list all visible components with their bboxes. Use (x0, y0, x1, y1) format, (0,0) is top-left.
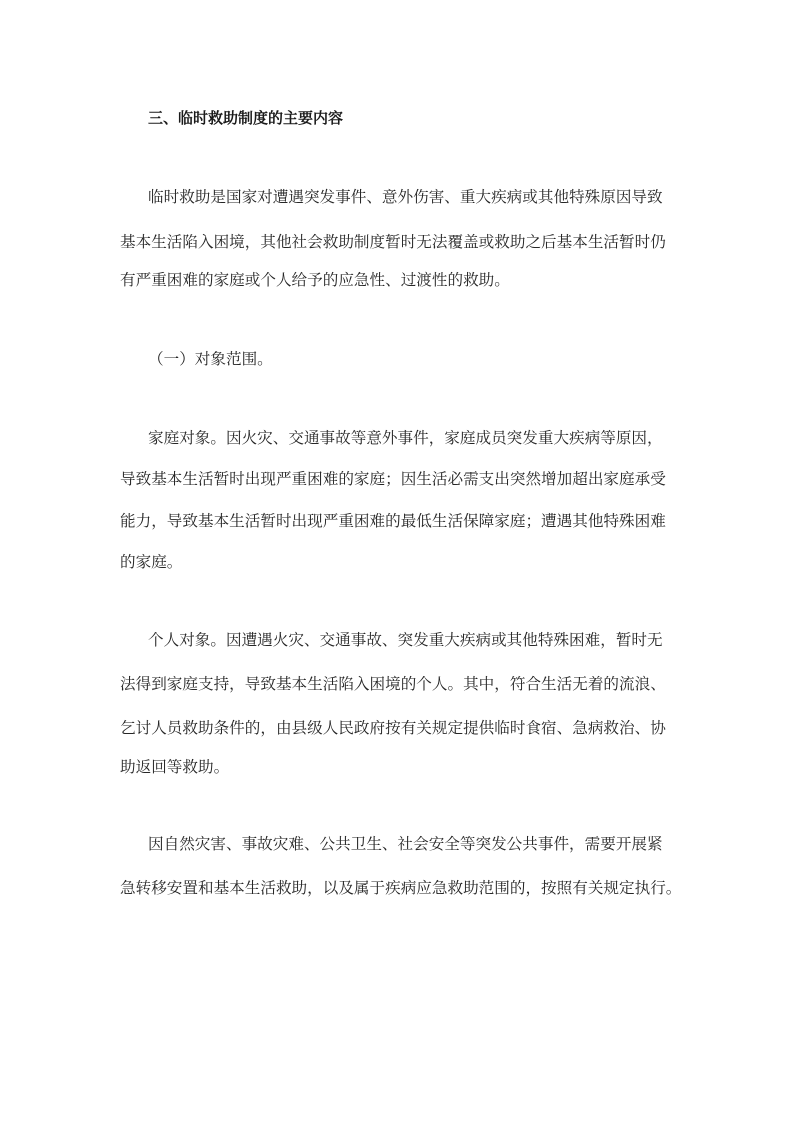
paragraph-line: 有严重困难的家庭或个人给予的应急性、过渡性的救助。 (120, 271, 510, 289)
paragraph-line: 导致基本生活暂时出现严重困难的家庭；因生活必需支出突然增加超出家庭承受 (120, 470, 666, 488)
paragraph-line: 个人对象。因遭遇火灾、交通事故、突发重大疾病或其他特殊困难，暂时无 (148, 631, 663, 649)
paragraph-line: 因自然灾害、事故灾难、公共卫生、社会安全等突发公共事件，需要开展紧 (148, 835, 663, 853)
paragraph-line: 助返回等救助。 (120, 758, 230, 776)
paragraph-line: 临时救助是国家对遭遇突发事件、意外伤害、重大疾病或其他特殊原因导致 (148, 188, 663, 206)
paragraph-line: 基本生活陷入困境，其他社会救助制度暂时无法覆盖或救助之后基本生活暂时仍 (120, 233, 666, 251)
paragraph-line: 急转移安置和基本生活救助，以及属于疾病应急救助范围的，按照有关规定执行。 (120, 879, 682, 897)
subsection-heading: （一）对象范围。 (148, 350, 273, 368)
paragraph-line: 家庭对象。因火灾、交通事故等意外事件，家庭成员突发重大疾病等原因， (148, 429, 663, 447)
paragraph-line: 能力，导致基本生活暂时出现严重困难的最低生活保障家庭；遭遇其他特殊困难 (120, 512, 666, 530)
paragraph-line: 法得到家庭支持，导致基本生活陷入困境的个人。其中，符合生活无着的流浪、 (120, 675, 666, 693)
paragraph-line: 乞讨人员救助条件的，由县级人民政府按有关规定提供临时食宿、急病救治、协 (120, 719, 666, 737)
paragraph-line: 的家庭。 (120, 553, 183, 571)
section-heading: 三、临时救助制度的主要内容 (148, 109, 344, 127)
